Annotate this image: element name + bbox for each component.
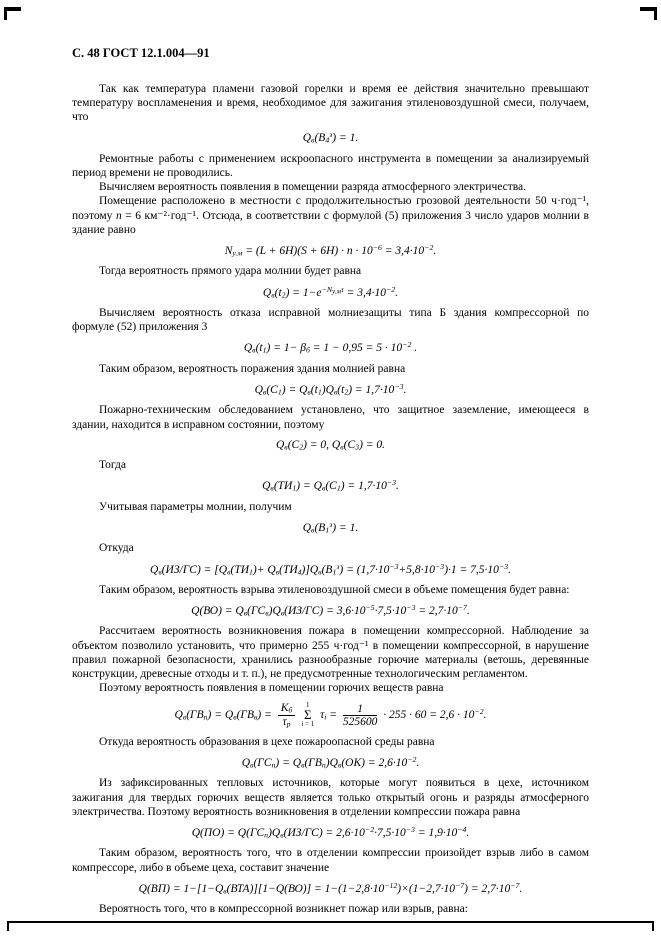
formula: $Q_в(ИЗ/ГС) = [Q_в(ТИ_1)+ Q_в(ТИ_4)]Q_в(В_1^з) = (1,7\cdot 10^{-3}+5,8\cdot 10^{-3})\cdot 1 = 7,5\cdot 10^{-3}$. — [150, 561, 511, 577]
formula: $Q_в(ГВ_п) = Q_в(ГВ_в)$ = $\frac{К_б}{\tau_р}$ 1 Σ i = 1 $\tau_i$ = $\frac{1}{525600}$ · $255 \cdot 60 = 2,6 \cdot 10^{-2}$. — [174, 700, 487, 729]
body-paragraph: Учитывая параметры молнии, получим — [99, 500, 292, 513]
formula: $Q(ПО) = Q(ГС_п)Q_в(ИЗ/ГС) = 2,6\cdot 10^{-2}\cdot 7,5\cdot 10^{-3} = 1,9\cdot 10^{-4}$. — [191, 825, 470, 840]
body-paragraph: Таким образом, вероятность того, что в отделении компрессии произойдет взрыв либо в самом компрессоре, либо в объеме цеха, составит значение — [72, 847, 589, 874]
body-paragraph: Из зафиксированных тепловых источников, которые могут появиться в цехе, источником зажигания для твердых горючих веществ является только открытый огонь и разряды атмосферного электричества. Поэтому вероятность возникновения в отделении компрессии пожара равна — [72, 777, 589, 818]
body-paragraph: Так как температура пламени газовой горелки и время ее действия значительно превышают температуру воспламенения и время, необходимое для зажигания этиленовоздушной смеси, получаем, что — [72, 82, 589, 123]
formula: $Q_в(t_1) = 1- \beta_б = 1 - 0,95 = 5 \cdot 10^{-2}$ . — [243, 340, 418, 356]
page-content — [72, 46, 589, 917]
page-frame-mark-top-left-vertical — [4, 7, 7, 20]
formula: $N_{у.м} = (L + 6H)(S + 6H) \cdot n \cdot 10^{-6} = 3,4\cdot 10^{-2}$. — [224, 243, 437, 258]
formula: $Q(ВП) = 1-[1-Q_в(ВТА)][1-Q(ВО)] = 1-(1-2,8\cdot 10^{-12})\times(1-2,7\cdot 10^{-7}) = 2,7\cdot 10^{-7}$. — [138, 880, 523, 896]
body-paragraph: Тогда — [99, 459, 127, 472]
body-paragraph: Ремонтные работы с применением искроопасного инструмента в помещении за анализируемый период времени не проводились. — [72, 152, 589, 179]
formula: $Q(ВО) = Q_в(ГС_в)Q_в(ИЗ/ГС) = 3,6\cdot 10^{-5}\cdot 7,5\cdot 10^{-3} = 2,7\cdot 10^{-7}$. — [191, 603, 470, 618]
page-frame-mark-bottom-right — [652, 923, 654, 931]
page-header: С. 48 ГОСТ 12.1.004—91 — [72, 46, 210, 60]
formula: $Q_в(ТИ_1) = Q_в(С_1) = 1,7\cdot 10^{-3}$. — [262, 478, 399, 494]
body-paragraph: Вероятность того, что в компрессорной возникнет пожар или взрыв, равна: — [99, 903, 468, 916]
body-paragraph: Таким образом, вероятность поражения здания молнией равна — [99, 362, 406, 375]
formula: $Q_в(С_1) = Q_в(t_1)Q_в(t_2) = 1,7\cdot 10^{-3}$. — [254, 382, 407, 397]
formula: $Q_в(С_2) = 0$, $Q_в(С_3) = 0$. — [275, 438, 386, 452]
page-frame-mark-bottom-left — [7, 923, 9, 931]
body-paragraph: Вычисляем вероятность появления в помещении разряда атмосферного электричества. — [99, 181, 527, 194]
formula: $Q_в(ГС_п) = Q_в(ГВ_п)Q_в(ОК) = 2,6\cdot 10^{-2}$. — [241, 755, 420, 770]
body-paragraph: Откуда вероятность образования в цехе пожароопасной среды равна — [99, 735, 435, 748]
page-frame-bottom-rule — [7, 921, 654, 923]
body-paragraph: Откуда — [99, 542, 134, 555]
formula: $Q_в(t_2) = 1-e^{-N_{у.м}\tau} = 3,4\cdot 10^{-2}$. — [262, 284, 399, 300]
body-paragraph: Рассчитаем вероятность возникновения пожара в помещении компрессорной. Наблюдение за объектом позволило установить, что примерно 255 ч·год⁻¹ в помещении компрессорной, в нарушение правил пожарной безопасности, хранились разнообразные горючие материалы (ветошь, деревянные конструкции, древесные отходы и т. п.), не предусмотренные технологическим регламентом. — [72, 625, 589, 681]
body-paragraph: Вычисляем вероятность отказа исправной молниезащиты типа Б здания компрессорной по формуле (52) приложения 3 — [72, 306, 589, 334]
body-paragraph: Поэтому вероятность появления в помещении горючих веществ равна — [99, 682, 444, 695]
body-paragraph: Таким образом, вероятность взрыва этиленовоздушной смеси в объеме помещения будет равна: — [99, 583, 570, 596]
body-paragraph: Тогда вероятность прямого удара молнии будет равна — [99, 265, 362, 278]
body-paragraph: Пожарно-техническим обследованием установлено, что защитное заземление, имеющееся в здании, находится в исправном состоянии, поэтому — [72, 404, 589, 431]
page-frame-mark-top-right-vertical — [654, 7, 657, 20]
formula: $Q_в(В_4^з) = 1$. — [302, 130, 359, 145]
formula: $Q_в(В_1^з) = 1$. — [302, 520, 359, 535]
body-paragraph: Помещение расположено в местности с продолжительностью грозовой деятельности 50 ч·год⁻¹, поэтому n = 6 км⁻²·год⁻¹. Отсюда, в соответствии с формулой (5) приложения 3 число ударов молнии в здание равно — [72, 195, 589, 236]
